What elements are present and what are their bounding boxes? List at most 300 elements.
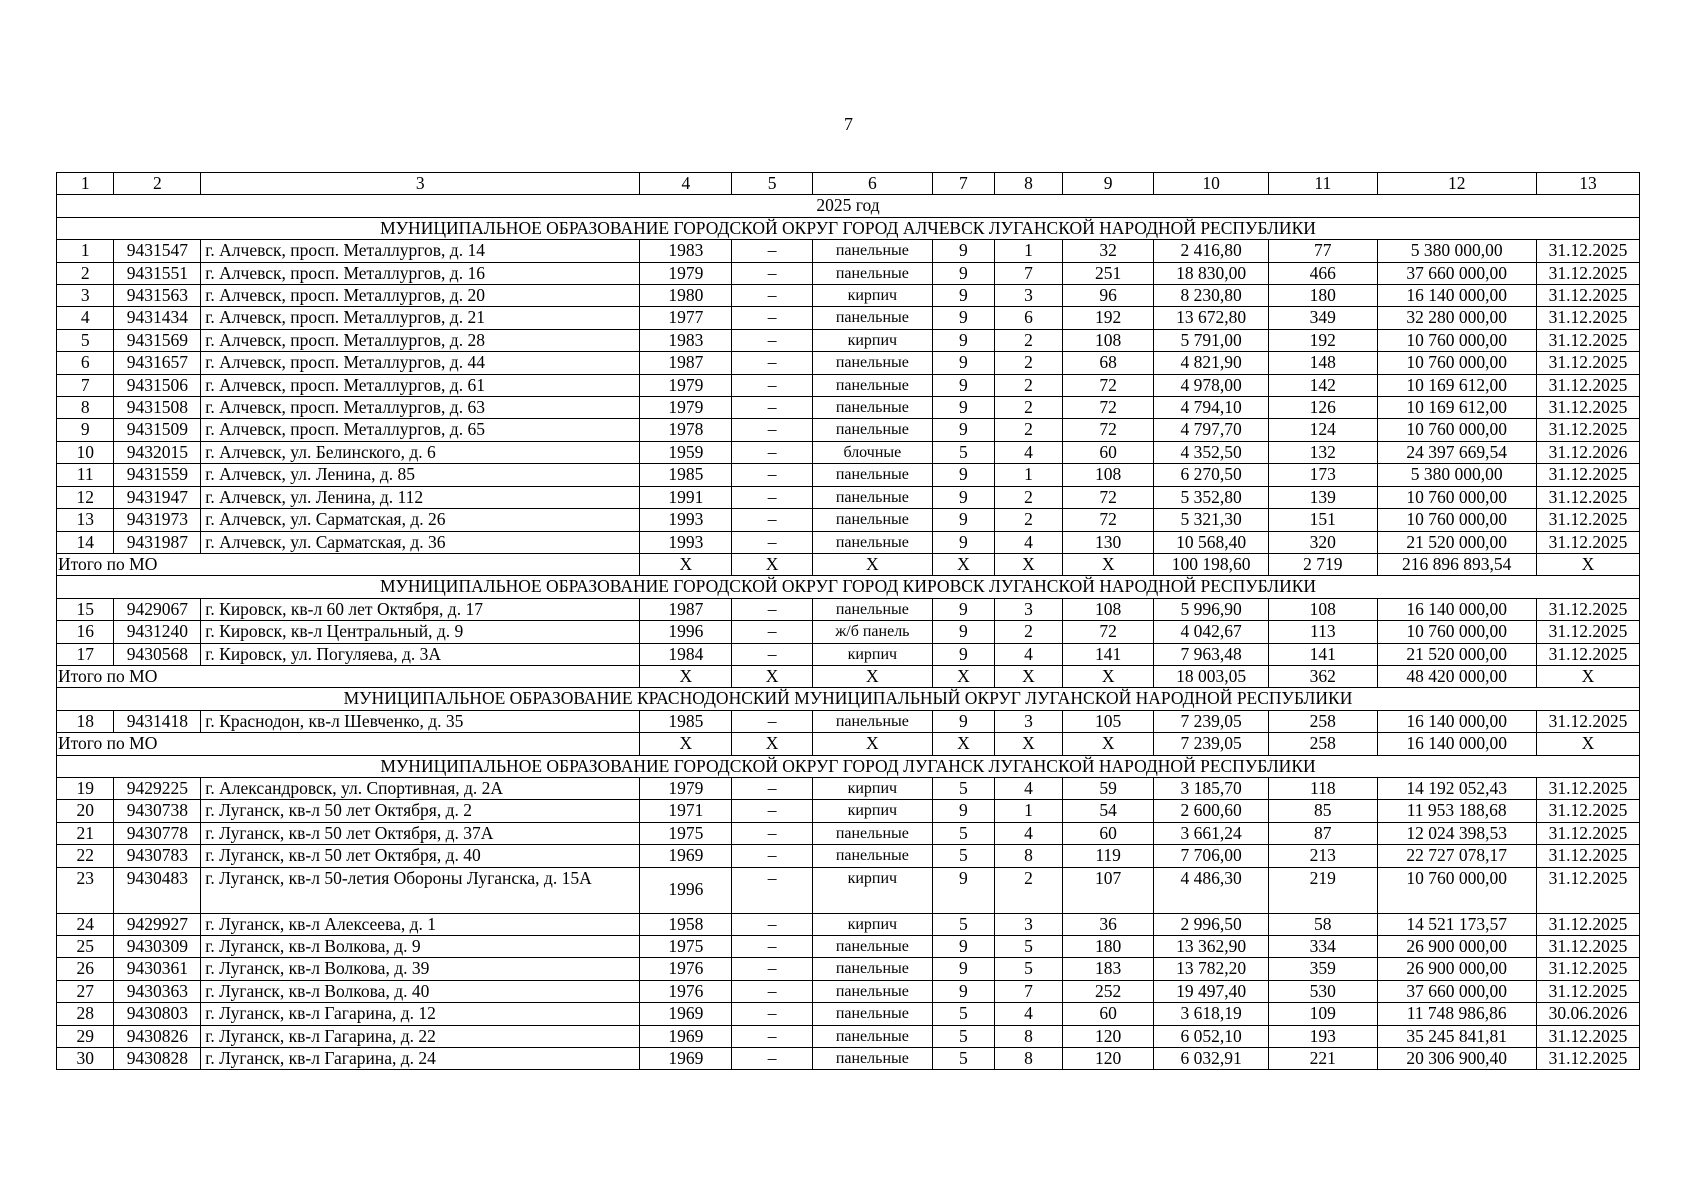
total-row: [57, 553, 1640, 575]
table-cell: –: [732, 486, 812, 508]
table-cell: 9431947: [114, 486, 201, 508]
table-cell: –: [732, 845, 812, 867]
table-cell: г. Алчевск, ул. Сарматская, д. 26: [201, 509, 640, 531]
table-cell: 151: [1269, 509, 1377, 531]
table-cell: 142: [1269, 374, 1377, 396]
table-cell: 4 797,70: [1154, 419, 1269, 441]
table-cell: –: [732, 240, 812, 262]
table-row: [57, 486, 1640, 508]
table-cell: 31.12.2025: [1536, 710, 1639, 732]
table-cell: 7: [994, 980, 1062, 1002]
table-cell: кирпич: [812, 800, 932, 822]
table-cell: 22 727 078,17: [1377, 845, 1536, 867]
table-cell: 9431987: [114, 531, 201, 553]
total-cell: X: [994, 733, 1062, 755]
table-cell: 5 791,00: [1154, 329, 1269, 351]
table-cell: 10 760 000,00: [1377, 486, 1536, 508]
table-cell: 1: [994, 800, 1062, 822]
table-cell: г. Алчевск, ул. Белинского, д. 6: [201, 441, 640, 463]
table-cell: 1: [994, 464, 1062, 486]
total-cell: X: [640, 553, 732, 575]
table-cell: 6 270,50: [1154, 464, 1269, 486]
table-cell: 4: [994, 531, 1062, 553]
table-cell: –: [732, 1025, 812, 1047]
table-cell: панельные: [812, 822, 932, 844]
group-title-row: [57, 755, 1640, 777]
total-cell: X: [1063, 733, 1154, 755]
table-cell: 9430828: [114, 1048, 201, 1070]
table-cell: 1983: [640, 329, 732, 351]
table-cell: 1978: [640, 419, 732, 441]
total-cell: 258: [1269, 733, 1377, 755]
table-cell: 107: [1063, 867, 1154, 913]
table-cell: 9430361: [114, 958, 201, 980]
table-cell: 130: [1063, 531, 1154, 553]
table-cell: 9: [933, 621, 995, 643]
table-cell: 8: [994, 1025, 1062, 1047]
table-cell: 120: [1063, 1025, 1154, 1047]
table-row: [57, 464, 1640, 486]
table-cell: 2: [994, 374, 1062, 396]
table-cell: 2 600,60: [1154, 800, 1269, 822]
table-cell: 72: [1063, 486, 1154, 508]
table-cell: 21 520 000,00: [1377, 643, 1536, 665]
table-cell: 21 520 000,00: [1377, 531, 1536, 553]
table-cell: 1: [57, 240, 114, 262]
table-row: [57, 307, 1640, 329]
table-cell: 14 192 052,43: [1377, 777, 1536, 799]
table-cell: 29: [57, 1025, 114, 1047]
table-cell: 10 760 000,00: [1377, 329, 1536, 351]
table-cell: 31.12.2025: [1536, 419, 1639, 441]
table-cell: г. Луганск, кв-л 50 лет Октября, д. 40: [201, 845, 640, 867]
column-number: 6: [812, 173, 932, 195]
table-cell: 31.12.2025: [1536, 936, 1639, 958]
table-cell: 3: [994, 913, 1062, 935]
table-cell: 60: [1063, 822, 1154, 844]
table-row: [57, 531, 1640, 553]
table-cell: кирпич: [812, 285, 932, 307]
table-cell: 10: [57, 441, 114, 463]
table-cell: 9431551: [114, 262, 201, 284]
table-cell: 183: [1063, 958, 1154, 980]
table-cell: 12 024 398,53: [1377, 822, 1536, 844]
table-cell: 9431508: [114, 397, 201, 419]
table-cell: 7: [57, 374, 114, 396]
table-cell: 9431657: [114, 352, 201, 374]
table-cell: 11: [57, 464, 114, 486]
group-title: МУНИЦИПАЛЬНОЕ ОБРАЗОВАНИЕ ГОРОДСКОЙ ОКРУГ ГОРОД АЛЧЕВСК ЛУГАНСКОЙ НАРОДНОЙ РЕСПУБЛИКИ: [57, 217, 1640, 239]
table-cell: 54: [1063, 800, 1154, 822]
table-cell: 31.12.2025: [1536, 329, 1639, 351]
table-cell: 108: [1063, 464, 1154, 486]
table-cell: г. Краснодон, кв-л Шевченко, д. 35: [201, 710, 640, 732]
table-cell: 221: [1269, 1048, 1377, 1070]
table-row: [57, 240, 1640, 262]
total-cell: 7 239,05: [1154, 733, 1269, 755]
table-cell: 10 568,40: [1154, 531, 1269, 553]
table-row: [57, 329, 1640, 351]
column-number: 12: [1377, 173, 1536, 195]
table-cell: 14 521 173,57: [1377, 913, 1536, 935]
table-cell: 252: [1063, 980, 1154, 1002]
table-cell: г. Кировск, кв-л Центральный, д. 9: [201, 621, 640, 643]
table-row: [57, 598, 1640, 620]
column-number: 4: [640, 173, 732, 195]
table-cell: 11 953 188,68: [1377, 800, 1536, 822]
table-cell: 1996: [640, 867, 732, 913]
table-row: [57, 800, 1640, 822]
table-cell: 9: [933, 800, 995, 822]
table-row: [57, 710, 1640, 732]
table-cell: 9430363: [114, 980, 201, 1002]
table-cell: 139: [1269, 486, 1377, 508]
table-cell: 31.12.2025: [1536, 285, 1639, 307]
table-cell: 31.12.2025: [1536, 464, 1639, 486]
table-cell: 20 306 900,40: [1377, 1048, 1536, 1070]
table-cell: 108: [1063, 598, 1154, 620]
total-cell: X: [1536, 665, 1639, 687]
table-cell: 9: [933, 936, 995, 958]
table-cell: 9431559: [114, 464, 201, 486]
table-cell: 16: [57, 621, 114, 643]
table-cell: 31.12.2025: [1536, 397, 1639, 419]
table-cell: г. Луганск, кв-л 50 лет Октября, д. 37А: [201, 822, 640, 844]
table-cell: –: [732, 262, 812, 284]
table-cell: 2: [994, 419, 1062, 441]
table-cell: 10 760 000,00: [1377, 352, 1536, 374]
table-cell: 9429927: [114, 913, 201, 935]
table-cell: –: [732, 800, 812, 822]
table-cell: г. Алчевск, просп. Металлургов, д. 21: [201, 307, 640, 329]
total-row: [57, 665, 1640, 687]
table-cell: 5 352,80: [1154, 486, 1269, 508]
table-cell: –: [732, 441, 812, 463]
table-cell: 9431563: [114, 285, 201, 307]
table-cell: 72: [1063, 509, 1154, 531]
table-cell: 31.12.2025: [1536, 913, 1639, 935]
table-cell: 6: [994, 307, 1062, 329]
table-cell: 9431569: [114, 329, 201, 351]
table-cell: 1985: [640, 710, 732, 732]
table-cell: панельные: [812, 374, 932, 396]
table-cell: 4: [994, 1003, 1062, 1025]
table-cell: 9430483: [114, 867, 201, 913]
total-cell: 216 896 893,54: [1377, 553, 1536, 575]
total-label: Итого по МО: [57, 665, 640, 687]
table-cell: 9: [933, 352, 995, 374]
table-cell: 9: [933, 643, 995, 665]
table-row: [57, 1048, 1640, 1070]
table-cell: 4 042,67: [1154, 621, 1269, 643]
table-cell: г. Луганск, кв-л Гагарина, д. 22: [201, 1025, 640, 1047]
table-cell: 124: [1269, 419, 1377, 441]
table-cell: 31.12.2025: [1536, 800, 1639, 822]
group-title-row: [57, 217, 1640, 239]
table-cell: 9: [933, 486, 995, 508]
table-cell: 1976: [640, 980, 732, 1002]
table-cell: г. Алчевск, просп. Металлургов, д. 28: [201, 329, 640, 351]
table-cell: 9431506: [114, 374, 201, 396]
table-cell: 9431418: [114, 710, 201, 732]
column-number: 11: [1269, 173, 1377, 195]
table-cell: 28: [57, 1003, 114, 1025]
table-cell: панельные: [812, 419, 932, 441]
table-cell: 9: [933, 464, 995, 486]
table-cell: 5: [57, 329, 114, 351]
table-cell: панельные: [812, 1025, 932, 1047]
table-cell: 2: [994, 486, 1062, 508]
total-cell: 48 420 000,00: [1377, 665, 1536, 687]
table-cell: 13 672,80: [1154, 307, 1269, 329]
table-cell: 59: [1063, 777, 1154, 799]
table-cell: 1969: [640, 1025, 732, 1047]
table-cell: 77: [1269, 240, 1377, 262]
table-cell: 31.12.2025: [1536, 509, 1639, 531]
table-cell: 9: [933, 307, 995, 329]
housing-table: [56, 172, 1640, 1070]
table-cell: панельные: [812, 958, 932, 980]
table-cell: –: [732, 352, 812, 374]
table-cell: 258: [1269, 710, 1377, 732]
column-number: 7: [933, 173, 995, 195]
table-cell: 31.12.2025: [1536, 307, 1639, 329]
table-cell: 1971: [640, 800, 732, 822]
table-cell: 5: [933, 1025, 995, 1047]
table-row: [57, 1025, 1640, 1047]
table-cell: г. Алчевск, ул. Ленина, д. 85: [201, 464, 640, 486]
table-cell: 12: [57, 486, 114, 508]
table-cell: 9: [933, 509, 995, 531]
total-cell: X: [933, 733, 995, 755]
table-row: [57, 867, 1640, 913]
total-cell: X: [812, 733, 932, 755]
table-cell: 31.12.2025: [1536, 374, 1639, 396]
table-cell: 30: [57, 1048, 114, 1070]
table-cell: –: [732, 643, 812, 665]
table-cell: г. Алчевск, просп. Металлургов, д. 63: [201, 397, 640, 419]
column-number: 8: [994, 173, 1062, 195]
table-cell: 8: [994, 845, 1062, 867]
table-cell: г. Алчевск, просп. Металлургов, д. 20: [201, 285, 640, 307]
table-cell: 1993: [640, 531, 732, 553]
table-cell: 1985: [640, 464, 732, 486]
table-cell: панельные: [812, 1048, 932, 1070]
table-cell: 31.12.2025: [1536, 643, 1639, 665]
total-cell: X: [1536, 553, 1639, 575]
table-cell: 19 497,40: [1154, 980, 1269, 1002]
table-cell: 141: [1269, 643, 1377, 665]
table-cell: панельные: [812, 710, 932, 732]
table-cell: 132: [1269, 441, 1377, 463]
table-cell: –: [732, 822, 812, 844]
table-cell: панельные: [812, 936, 932, 958]
table-cell: 193: [1269, 1025, 1377, 1047]
table-cell: 1959: [640, 441, 732, 463]
table-cell: панельные: [812, 531, 932, 553]
table-cell: 60: [1063, 441, 1154, 463]
table-cell: 7: [994, 262, 1062, 284]
table-cell: –: [732, 374, 812, 396]
table-cell: 32: [1063, 240, 1154, 262]
table-cell: –: [732, 710, 812, 732]
table-cell: 9431240: [114, 621, 201, 643]
table-cell: 334: [1269, 936, 1377, 958]
table-cell: г. Александровск, ул. Спортивная, д. 2А: [201, 777, 640, 799]
total-cell: 100 198,60: [1154, 553, 1269, 575]
table-cell: 2: [994, 329, 1062, 351]
table-cell: 1958: [640, 913, 732, 935]
total-cell: X: [732, 553, 812, 575]
table-row: [57, 262, 1640, 284]
table-cell: 1969: [640, 845, 732, 867]
total-cell: X: [640, 733, 732, 755]
table-row: [57, 643, 1640, 665]
table-cell: 32 280 000,00: [1377, 307, 1536, 329]
table-cell: панельные: [812, 240, 932, 262]
table-cell: 9: [933, 419, 995, 441]
table-cell: 26 900 000,00: [1377, 958, 1536, 980]
table-cell: 3: [994, 598, 1062, 620]
total-cell: X: [933, 553, 995, 575]
table-cell: 9430783: [114, 845, 201, 867]
table-cell: 1984: [640, 643, 732, 665]
table-cell: 108: [1063, 329, 1154, 351]
table-cell: 26: [57, 958, 114, 980]
table-cell: 87: [1269, 822, 1377, 844]
table-cell: панельные: [812, 352, 932, 374]
year-row: [57, 195, 1640, 217]
table-cell: панельные: [812, 486, 932, 508]
table-cell: 13: [57, 509, 114, 531]
table-cell: 3 185,70: [1154, 777, 1269, 799]
group-title: МУНИЦИПАЛЬНОЕ ОБРАЗОВАНИЕ КРАСНОДОНСКИЙ МУНИЦИПАЛЬНЫЙ ОКРУГ ЛУГАНСКОЙ НАРОДНОЙ РЕСПУБЛИКИ: [57, 688, 1640, 710]
table-cell: 9: [933, 285, 995, 307]
table-cell: 9429225: [114, 777, 201, 799]
table-cell: 2: [994, 352, 1062, 374]
table-cell: 10 760 000,00: [1377, 509, 1536, 531]
table-cell: 466: [1269, 262, 1377, 284]
table-cell: 3: [57, 285, 114, 307]
table-cell: 31.12.2025: [1536, 1048, 1639, 1070]
table-cell: 4: [994, 441, 1062, 463]
table-cell: 1979: [640, 777, 732, 799]
total-cell: X: [640, 665, 732, 687]
table-cell: 9431509: [114, 419, 201, 441]
table-cell: 35 245 841,81: [1377, 1025, 1536, 1047]
column-number: 9: [1063, 173, 1154, 195]
table-row: [57, 822, 1640, 844]
table-cell: г. Кировск, кв-л 60 лет Октября, д. 17: [201, 598, 640, 620]
table-cell: 9: [57, 419, 114, 441]
table-cell: 23: [57, 867, 114, 913]
table-cell: 11 748 986,86: [1377, 1003, 1536, 1025]
table-cell: 31.12.2025: [1536, 958, 1639, 980]
table-cell: 31.12.2025: [1536, 621, 1639, 643]
total-cell: X: [994, 553, 1062, 575]
table-cell: 4 486,30: [1154, 867, 1269, 913]
table-cell: 30.06.2026: [1536, 1003, 1639, 1025]
table-cell: 4 978,00: [1154, 374, 1269, 396]
table-cell: ж/б панель: [812, 621, 932, 643]
table-cell: кирпич: [812, 329, 932, 351]
table-cell: 5 380 000,00: [1377, 464, 1536, 486]
table-cell: 9: [933, 262, 995, 284]
table-cell: 5: [933, 441, 995, 463]
table-cell: 359: [1269, 958, 1377, 980]
table-cell: 36: [1063, 913, 1154, 935]
table-cell: 5: [994, 958, 1062, 980]
table-cell: 1980: [640, 285, 732, 307]
table-cell: панельные: [812, 980, 932, 1002]
total-row: [57, 733, 1640, 755]
table-cell: –: [732, 285, 812, 307]
total-cell: X: [994, 665, 1062, 687]
table-cell: 2 996,50: [1154, 913, 1269, 935]
table-cell: кирпич: [812, 777, 932, 799]
table-cell: –: [732, 329, 812, 351]
table-cell: 10 169 612,00: [1377, 374, 1536, 396]
table-cell: 4: [994, 822, 1062, 844]
table-row: [57, 374, 1640, 396]
table-cell: –: [732, 777, 812, 799]
table-cell: 9429067: [114, 598, 201, 620]
table-cell: 9430778: [114, 822, 201, 844]
table-cell: 108: [1269, 598, 1377, 620]
table-cell: –: [732, 509, 812, 531]
table-cell: 9430826: [114, 1025, 201, 1047]
table-cell: 31.12.2025: [1536, 486, 1639, 508]
column-number: 2: [114, 173, 201, 195]
table-cell: –: [732, 958, 812, 980]
table-cell: г. Алчевск, просп. Металлургов, д. 61: [201, 374, 640, 396]
table-cell: 1979: [640, 262, 732, 284]
table-cell: 9: [933, 710, 995, 732]
table-cell: 31.12.2025: [1536, 822, 1639, 844]
table-cell: –: [732, 1003, 812, 1025]
table-cell: –: [732, 913, 812, 935]
group-title: МУНИЦИПАЛЬНОЕ ОБРАЗОВАНИЕ ГОРОДСКОЙ ОКРУГ ГОРОД КИРОВСК ЛУГАНСКОЙ НАРОДНОЙ РЕСПУБЛИКИ: [57, 576, 1640, 598]
table-cell: г. Луганск, кв-л 50 лет Октября, д. 2: [201, 800, 640, 822]
table-cell: 9430568: [114, 643, 201, 665]
table-cell: 6 032,91: [1154, 1048, 1269, 1070]
table-cell: г. Луганск, кв-л Алексеева, д. 1: [201, 913, 640, 935]
table-row: [57, 845, 1640, 867]
table-cell: 31.12.2025: [1536, 531, 1639, 553]
table-cell: 5: [933, 845, 995, 867]
table-cell: г. Алчевск, просп. Металлургов, д. 14: [201, 240, 640, 262]
table-cell: 1975: [640, 822, 732, 844]
table-cell: панельные: [812, 307, 932, 329]
table-cell: 2: [57, 262, 114, 284]
table-cell: 148: [1269, 352, 1377, 374]
table-cell: 9: [933, 958, 995, 980]
table-cell: 126: [1269, 397, 1377, 419]
column-number: 3: [201, 173, 640, 195]
table-cell: 31.12.2025: [1536, 1025, 1639, 1047]
column-number: 1: [57, 173, 114, 195]
table-cell: 9: [933, 980, 995, 1002]
table-cell: 2: [994, 397, 1062, 419]
table-cell: 68: [1063, 352, 1154, 374]
table-cell: 26 900 000,00: [1377, 936, 1536, 958]
table-cell: 6: [57, 352, 114, 374]
table-cell: 24 397 669,54: [1377, 441, 1536, 463]
table-cell: 3 661,24: [1154, 822, 1269, 844]
table-cell: 3: [994, 285, 1062, 307]
table-cell: 2: [994, 621, 1062, 643]
table-cell: 5: [933, 822, 995, 844]
